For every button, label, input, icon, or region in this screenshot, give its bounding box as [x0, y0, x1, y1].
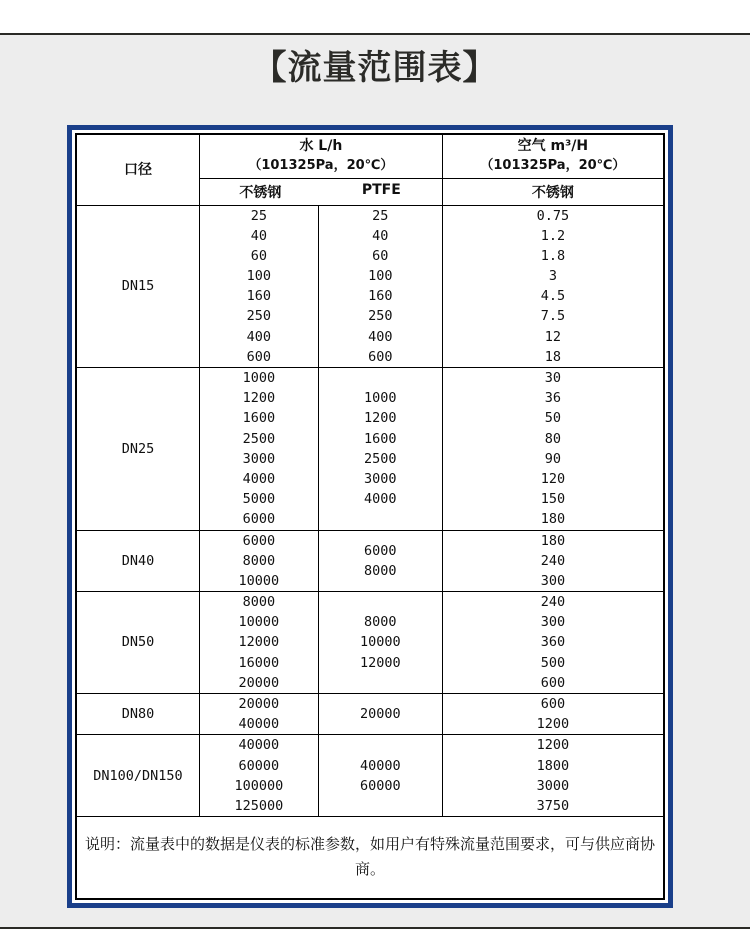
cell-water-stainless: 40000 60000 100000 125000 [199, 735, 318, 817]
cell-air-stainless: 1200 1800 3000 3750 [442, 735, 664, 817]
col-header-air [442, 134, 664, 178]
cell-water-stainless: 6000 8000 10000 [199, 530, 318, 592]
air-condition: （101325Pa，20℃） [480, 158, 626, 174]
cell-diameter: DN40 [76, 530, 199, 592]
flow-range-table [67, 125, 673, 908]
cell-air-stainless: 180 240 300 [442, 530, 664, 592]
col-header-diameter: 口径 [76, 134, 199, 205]
cell-water-stainless: 8000 10000 12000 16000 20000 [199, 592, 318, 694]
subheader-water-ptfe: PTFE [361, 181, 401, 198]
cell-water-ptfe: 8000 10000 12000 [318, 592, 442, 694]
cell-diameter: DN15 [76, 205, 199, 368]
cell-water-stainless: 20000 40000 [199, 694, 318, 735]
page-title: 【流量范围表】 [252, 48, 498, 88]
table-row [76, 205, 664, 368]
table-row [76, 530, 664, 592]
cell-diameter: DN25 [76, 368, 199, 531]
cell-diameter: DN80 [76, 694, 199, 735]
cell-diameter: DN50 [76, 592, 199, 694]
subheader-water-stainless: 不锈钢 [239, 184, 282, 201]
cell-water-ptfe: 40000 60000 [318, 735, 442, 817]
table-row [76, 368, 664, 531]
cell-water-ptfe: 6000 8000 [318, 530, 442, 592]
cell-air-stainless: 0.75 1.2 1.8 3 4.5 7.5 12 18 [442, 205, 664, 368]
cell-water-ptfe: 20000 [318, 694, 442, 735]
air-title: 空气 m³/H [517, 138, 589, 155]
bottom-divider [0, 927, 750, 929]
cell-water-ptfe: 1000 1200 1600 2500 3000 4000 [318, 368, 442, 531]
cell-air-stainless: 240 300 360 500 600 [442, 592, 664, 694]
cell-air-stainless: 30 36 50 80 90 120 150 180 [442, 368, 664, 531]
cell-water-stainless: 1000 1200 1600 2500 3000 4000 5000 6000 [199, 368, 318, 531]
col-header-water [199, 134, 442, 178]
water-title: 水 L/h [299, 138, 343, 155]
table-row [76, 735, 664, 817]
col-subheader-water-materials [199, 178, 442, 205]
table-body [76, 205, 664, 817]
col-subheader-air-stainless: 不锈钢 [442, 178, 664, 205]
cell-air-stainless: 600 1200 [442, 694, 664, 735]
table-note: 说明：流量表中的数据是仪表的标准参数，如用户有特殊流量范围要求，可与供应商协商。 [76, 817, 664, 899]
table-row [76, 592, 664, 694]
water-condition: （101325Pa，20℃） [248, 158, 394, 174]
cell-water-ptfe: 25 40 60 100 160 250 400 600 [318, 205, 442, 368]
cell-water-stainless: 25 40 60 100 160 250 400 600 [199, 205, 318, 368]
cell-diameter: DN100/DN150 [76, 735, 199, 817]
table-row [76, 694, 664, 735]
